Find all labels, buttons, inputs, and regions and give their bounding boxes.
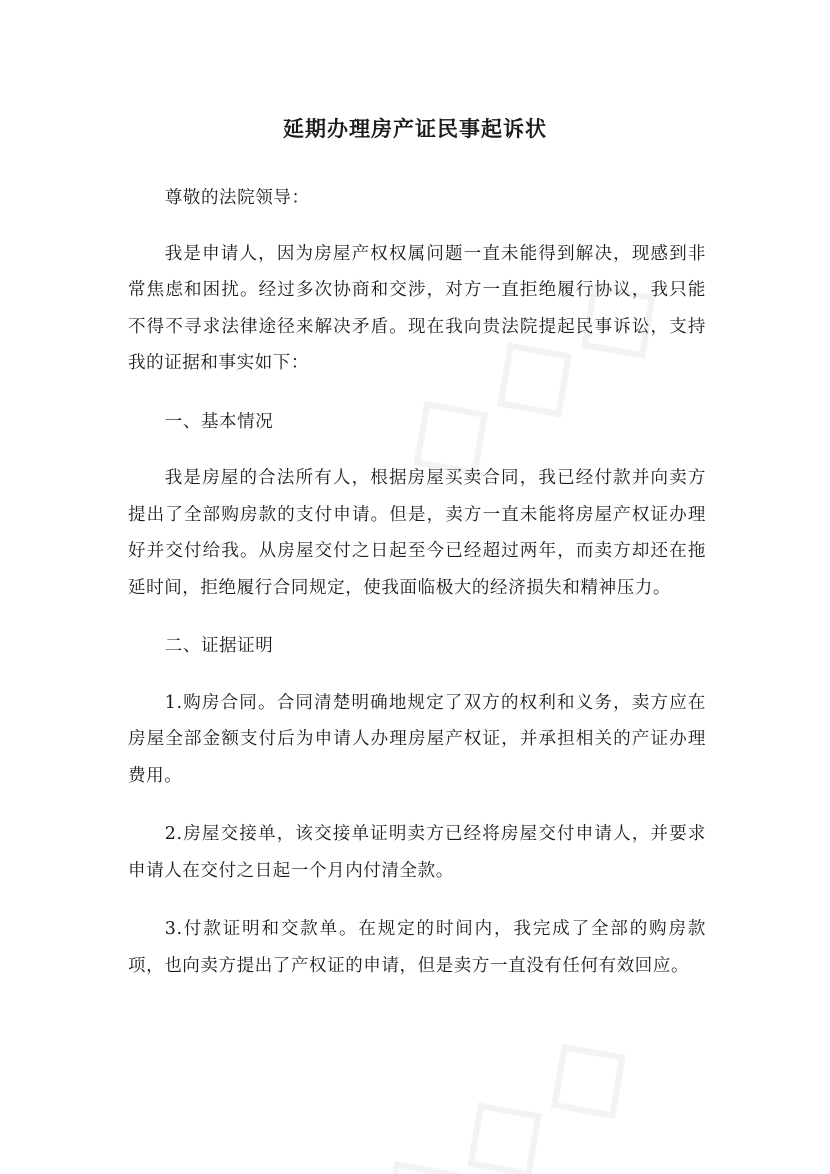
document-title: 延期办理房产证民事起诉状	[283, 116, 547, 141]
salutation: 尊敬的法院领导：	[164, 188, 310, 208]
section-1-paragraph: 我是房屋的合法所有人，根据房屋买卖合同，我已经付款并向卖方提出了全部购房款的支付申请。但是，卖方一直未能将房屋产权证办理好并交付给我。从房屋交付之日起至今已经超过两年，而卖方却还在拖延时间，拒绝履行合同规定，使我面临极大的经济损失和精神压力。	[128, 468, 706, 598]
section-1-heading: 一、基本情况	[164, 411, 274, 432]
watermark	[338, 985, 669, 1174]
section-2-heading: 二、证据证明	[164, 636, 274, 656]
evidence-item-3: 3.付款证明和交款单。在规定的时间内，我完成了全部的购房款项，也向卖方提出了产权证的申请，但是卖方一直没有任何有效回应。	[128, 919, 706, 976]
document-body	[128, 180, 706, 1006]
evidence-item-2: 2.房屋交接单，该交接单证明卖方已经将房屋交付申请人，并要求申请人在交付之日起一个月内付清全款。	[128, 824, 706, 881]
intro-paragraph: 我是申请人，因为房屋产权权属问题一直未能得到解决，现感到非常焦虑和困扰。经过多次协商和交涉，对方一直拒绝履行协议，我只能不得不寻求法律途径来解决矛盾。现在我向贵法院提起民事诉讼，支持我的证据和事实如下：	[128, 243, 706, 373]
evidence-item-1: 1.购房合同。合同清楚明确地规定了双方的权利和义务，卖方应在房屋全部金额支付后为申请人办理房屋产权证，并承担相关的产证办理费用。	[128, 692, 706, 786]
